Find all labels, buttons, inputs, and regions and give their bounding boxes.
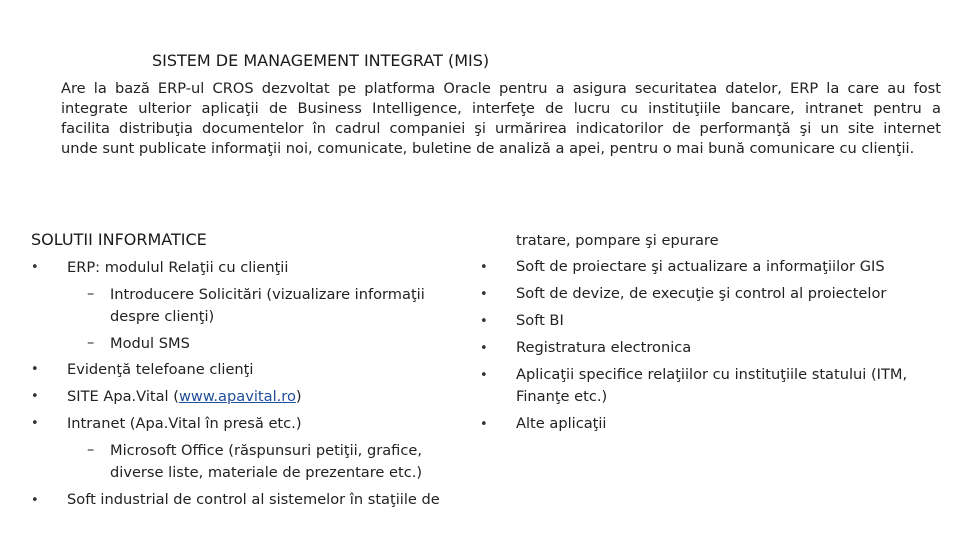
dash-modul-sms: – [87, 334, 95, 351]
bullet-alte: • [480, 417, 488, 432]
bullet-devize: • [480, 287, 488, 302]
bullet-evidenta: • [31, 362, 39, 377]
apavital-link[interactable]: www.apavital.ro [178, 388, 296, 405]
list-item-registratura: Registratura electronica [516, 339, 692, 356]
bullet-gis: • [480, 260, 488, 275]
bullet-registratura: • [480, 341, 488, 356]
list-item-continuation: tratare, pompare şi epurare [516, 232, 719, 249]
list-item-office: Microsoft Office (răspunsuri petiţii, grafice, [110, 442, 423, 459]
intro-paragraph [61, 79, 941, 159]
list-item-gis: Soft de proiectare şi actualizare a informaţiilor GIS [516, 258, 885, 275]
list-item-intranet: Intranet (Apa.Vital în presă etc.) [67, 415, 302, 432]
bullet-erp: • [31, 260, 39, 275]
bullet-intranet: • [31, 416, 39, 431]
list-item-erp: ERP: modulul Relaţii cu clienţii [67, 259, 289, 276]
site-suffix: ) [295, 388, 302, 405]
list-item-introducere-cont: despre clienţi) [110, 308, 215, 325]
intro-line-4: unde sunt publicate informaţii noi, comunicate, buletine de analiză a apei, pentru o mai bună comunicare cu clienţii. [61, 140, 915, 157]
bullet-aplicatii: • [480, 368, 488, 383]
bullet-soft-industrial: • [31, 493, 39, 508]
list-item-evidenta: Evidenţă telefoane clienţi [67, 361, 254, 378]
intro-line-3: facilita distribuţia documentelor în cadrul companiei şi urmărirea indicatorilor de performanţă şi un site internet [61, 120, 941, 137]
list-item-introducere: Introducere Solicitări (vizualizare informaţii [110, 286, 425, 303]
bullet-site: • [31, 389, 39, 404]
list-item-modul-sms: Modul SMS [110, 335, 190, 352]
dash-introducere: – [87, 285, 95, 302]
list-item-aplicatii: Aplicaţii specifice relaţiilor cu instituţiile statului (ITM, [516, 366, 908, 383]
site-prefix: SITE Apa.Vital ( [67, 388, 179, 405]
intro-line-1: Are la bază ERP-ul CROS dezvoltat pe platforma Oracle pentru a asigura securitatea datelor, ERP la care au fost [61, 80, 941, 97]
list-item-office-cont: diverse liste, materiale de prezentare etc.) [110, 464, 423, 481]
list-item-aplicatii-cont: Finanţe etc.) [516, 388, 608, 405]
list-item-site [67, 387, 302, 407]
list-item-devize: Soft de devize, de execuţie şi control al proiectelor [516, 285, 887, 302]
section-heading: SOLUTII INFORMATICE [31, 230, 207, 249]
list-item-bi: Soft BI [516, 312, 564, 329]
list-item-soft-industrial: Soft industrial de control al sistemelor în staţiile de [67, 491, 440, 508]
page-title: SISTEM DE MANAGEMENT INTEGRAT (MIS) [152, 51, 490, 70]
dash-office: – [87, 441, 95, 458]
intro-line-2: integrate ulterior aplicaţii de Business Intelligence, interfeţe de lucru cu instituţiile bancare, intranet pentru a [61, 100, 941, 117]
list-item-alte: Alte aplicaţii [516, 415, 607, 432]
bullet-bi: • [480, 314, 488, 329]
